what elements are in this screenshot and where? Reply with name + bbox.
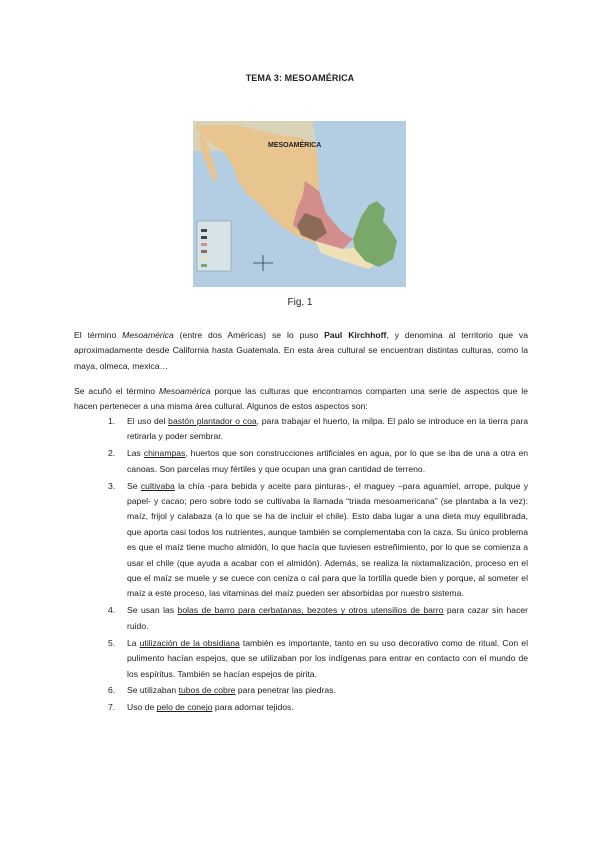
list-item: 1. El uso del bastón plantador o coa, para trabajar el huerto, la milpa. El palo se introduce en la tierra para retirarla y poder sembrar. bbox=[108, 416, 528, 442]
list-item: 7. Uso de pelo de conejo para adornar tejidos. bbox=[108, 702, 294, 713]
list-item: 3. Se cultivaba la chía -para bebida y aceite para pinturas-, el maguey –para aguamiel, arrope, pulque y papel- y cacao; pero sobre todo se cultivaba la llamada “triada mesoamericana” (se plantaba a la vez): maíz, frijol y calabaza (a lo que se ha de incluir el chile). Esto daba lugar a una dieta muy equilibrada, que aporta casi todos los nutrientes, aunque también se complementaba con la caza. Su único problema es que el maíz tiene mucho almidón, lo que hacía que tuviesen estreñimiento, por lo que se comienza a usar el chile (que ayuda a acabar con el almidón). Además, se realiza la nixtamalización, proceso en el que el maíz se muele y se cuece con ceniza o cal para que la tortilla quede bien y porque, al someter el maíz a este proceso, las vitaminas del maíz pueden ser absorbidas por nuestro sistema. bbox=[108, 480, 529, 599]
page-title: TEMA 3: MESOAMÉRICA bbox=[245, 73, 355, 83]
list-item: 2. Las chinampas, huertos que son construcciones artificiales en agua, por lo que se iba de una a otra en canoas. Son parcelas muy fértiles y que ocupan una gran cantidad de terreno. bbox=[108, 448, 528, 474]
paragraph-intro: El término Mesoamérica (entre dos Américas) se lo puso Paul Kirchhoff, y denomina al territorio que va aproximadamente desde California hasta Guatemala. En esta área cultural se encuentran distintas culturas, como la maya, olmeca, mexica… bbox=[74, 329, 528, 371]
paragraph-aspects: Se acuñó el término Mesoamérica porque las culturas que encontramos comparten una serie de aspectos que le hacen pertenecer a una misma área cultural. Algunos de estos aspectos son: bbox=[74, 385, 528, 412]
mesoamerica-map bbox=[193, 121, 406, 287]
aspects-list bbox=[108, 414, 528, 717]
list-item: 5. La utilización de la obsidiana también es importante, tanto en su uso decorativo como de ritual. Con el pulimento hacían espejos, que se utilizaban por los indígenas para entrar en contacto con el mundo de los espíritus. También se hacían espejos de pirita. bbox=[108, 637, 528, 679]
list-item: 6. Se utilizaban tubos de cobre para penetrar las piedras. bbox=[108, 685, 336, 696]
figure-caption: Fig. 1 bbox=[287, 297, 313, 308]
map-label: MESOAMÉRICA bbox=[268, 142, 322, 149]
list-item: 4. Se usan las bolas de barro para cerbatanas, bezotes y otros utensilios de barro para cazar sin hacer ruido. bbox=[108, 605, 529, 631]
